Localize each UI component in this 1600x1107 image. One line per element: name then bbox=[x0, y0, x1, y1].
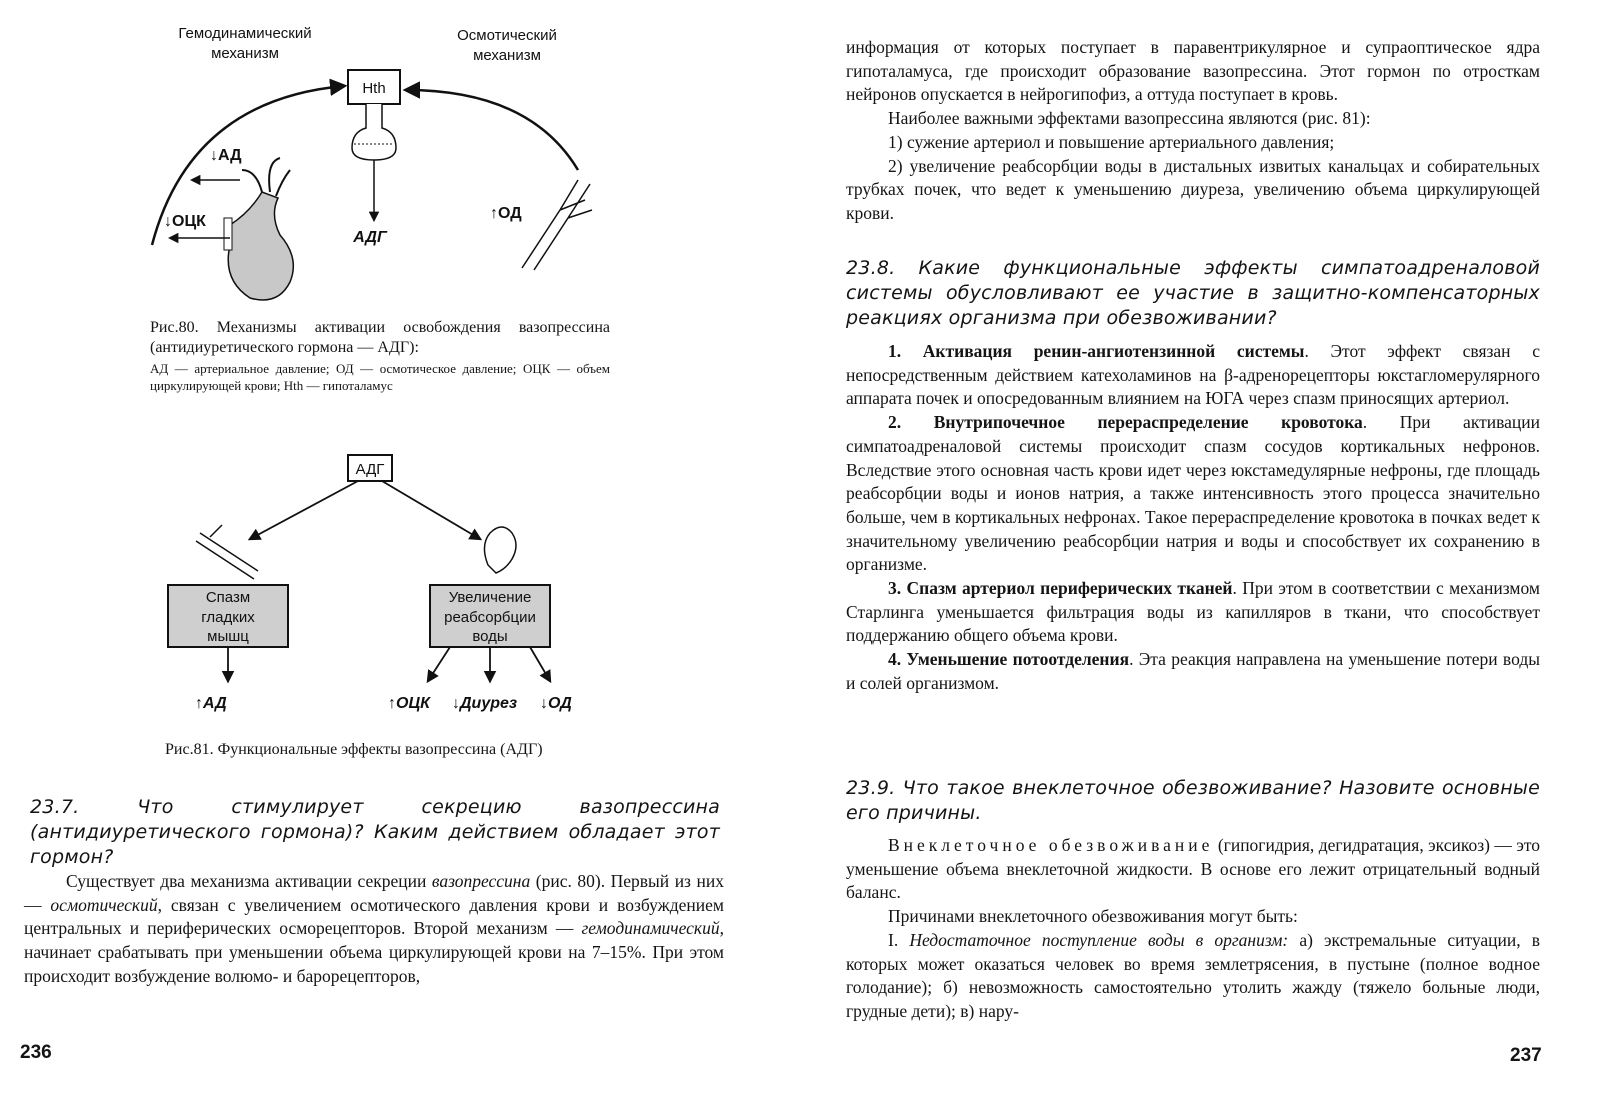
p1-part-g: , начинает срабатывать при уменьшении объема циркулирующей крови на 7–15%. При этом происходит возбуждение волюмо- и барорецепторов, bbox=[24, 918, 724, 986]
fig81-kidney-shape bbox=[484, 527, 516, 573]
fig81-box2-line3: воды bbox=[472, 628, 508, 645]
cause-1-num: I. bbox=[888, 929, 910, 950]
fig80-heart-shape bbox=[228, 192, 293, 300]
fig80-ock-down: ↓ОЦК bbox=[164, 213, 206, 230]
fig80-pituitary-shape bbox=[352, 104, 396, 160]
page-number-right: 237 bbox=[1510, 1045, 1542, 1066]
fig80-osmo-arc bbox=[406, 90, 578, 170]
p1-part-c: (рис. 80). Первый из них — bbox=[24, 871, 724, 915]
item-3-text: . При этом в соответствии с механизмом Старлинга уменьшается фильтрация воды из капилляров в ткани, что способствует поддержанию общего объема крови. bbox=[846, 578, 1540, 646]
fig81-box1-line3: мышц bbox=[207, 628, 249, 645]
fig81-box2-line1: Увеличение bbox=[448, 589, 532, 606]
item-1-text: . Этот эффект связан с непосредственным действием катехоламинов на β-адренорецепторы юкстагломерулярного аппарата почек и опосредованным влиянием на ЮГА через спазм приносящих артериол. bbox=[846, 341, 1540, 409]
fig80-hemo-label-1: Гемодинамический bbox=[178, 25, 312, 42]
right-page-intro bbox=[846, 36, 1540, 226]
question-23-9-heading: 23.9. Что такое внеклеточное обезвоживание? Назовите основные его причины. bbox=[846, 777, 1540, 824]
fig80-legend: АД — артериальное давление; ОД — осмотическое давление; ОЦК — объем циркулирующей крови; Hth — гипоталамус bbox=[150, 361, 610, 393]
fig80-vessel-shape bbox=[522, 180, 592, 270]
fig81-ad-up: ↑АД bbox=[195, 695, 227, 712]
p1-term-vasopressin: вазопрессина bbox=[431, 871, 531, 891]
p-effect-1: 1) сужение артериол и повышение артериального давления; bbox=[888, 131, 1335, 152]
p-effects-intro: Наиболее важными эффектами вазопрессина являются (рис. 81): bbox=[888, 108, 1371, 129]
cause-1-title: Недостаточное поступление воды в организм: bbox=[909, 929, 1289, 950]
p1-part-a: Существует два механизма активации секреции bbox=[66, 871, 432, 891]
p-causes: Причинами внеклеточного обезвоживания могут быть: bbox=[888, 906, 1298, 927]
fig81-adg-label: АДГ bbox=[355, 461, 385, 478]
fig81-vessel-shape bbox=[196, 525, 258, 579]
fig81-diurez: ↓Диурез bbox=[452, 695, 518, 712]
fig81-box1-line2: гладких bbox=[201, 609, 255, 626]
fig81-box2-line2: реабсорбции bbox=[444, 609, 536, 626]
page-number-left: 236 bbox=[20, 1042, 52, 1063]
fig80-adg-label: АДГ bbox=[353, 229, 387, 246]
fig81-box1-line1: Спазм bbox=[205, 589, 251, 606]
fig80-hemo-label-2: механизм bbox=[211, 45, 279, 62]
item-4-text: . Эта реакция направлена на уменьшение потери воды и солей организмом. bbox=[846, 649, 1540, 693]
item-3-title: 3. Спазм артериол периферических тканей bbox=[888, 578, 1233, 599]
p1-term-hemodynamic: гемодинамический bbox=[581, 918, 720, 939]
question-23-8-heading: 23.8. Какие функциональные эффекты симпатоадреналовой системы обусловливают ее участие в защитно-компенсаторных реакциях организма при обезвоживании? bbox=[846, 257, 1540, 329]
item-4-title: 4. Уменьшение потоотделения bbox=[888, 649, 1130, 670]
item-2-title: 2. Внутрипочечное перераспределение кровотока bbox=[888, 412, 1363, 433]
fig80-osmo-label-1: Осмотический bbox=[457, 27, 557, 44]
p-effect-2: 2) увеличение реабсорбции воды в дистальных извитых канальцах и собирательных трубках почек, что ведет к уменьшению диуреза, увеличению объема циркулирующей крови. bbox=[846, 155, 1540, 223]
question-23-7-heading: 23.7. Что стимулирует секрецию вазопрессина (антидиуретического гормона)? Каким действием обладает этот гормон? bbox=[30, 796, 720, 868]
fig81-caption: Рис.81. Функциональные эффекты вазопрессина (АДГ) bbox=[165, 741, 543, 758]
term-extracellular-dehydration: Внеклеточное обезвоживание bbox=[888, 835, 1214, 855]
item-1-title: 1. Активация ренин-ангиотензинной системы bbox=[888, 341, 1305, 361]
fig81-od-down: ↓ОД bbox=[540, 695, 572, 712]
fig80-osmo-label-2: механизм bbox=[473, 47, 541, 64]
fig80-ad-down: ↓АД bbox=[210, 147, 242, 164]
definition-text: (гипогидрия, дегидратация, эксикоз) — это уменьшение объема внеклеточной жидкости. В основе его лежит отрицательный водный баланс. bbox=[846, 835, 1540, 903]
figure-81-diagram bbox=[150, 445, 610, 725]
item-2-text: . При активации симпатоадреналовой системы происходит спазм сосудов кортикальных нефронов. Вследствие этого основная часть крови идет через юкстамедулярные нефроны, где площадь реабсорбции воды и ионов натрия, а также интенсивность этого процесса значительно больше, чем в кортикальных нефронах. Такое перераспределение кровотока в почках ведет к значительному увеличению реабсорбции натрия и воды и способствует их сохранению в организме. bbox=[846, 412, 1541, 575]
fig81-ock-up: ↑ОЦК bbox=[388, 695, 430, 712]
p-continuation: информация от которых поступает в паравентрикулярное и супраоптическое ядра гипоталамуса, где происходит образование вазопрессина. Этот гормон по отросткам нейронов опускается в нейрогипофиз, а оттуда поступает в кровь. bbox=[846, 37, 1540, 105]
p1-part-e: , связан с увеличением осмотического давления крови и возбуждением центральных и периферических осморецепторов. Второй механизм — bbox=[24, 894, 724, 939]
right-page bbox=[800, 0, 1600, 1107]
left-page-paragraph bbox=[24, 870, 724, 989]
fig80-caption: Рис.80. Механизмы активации освобождения вазопрессина (антидиуретического гормона — АДГ): bbox=[150, 319, 610, 356]
fig80-od-up: ↑ОД bbox=[490, 205, 522, 222]
figure-80-diagram bbox=[130, 20, 650, 310]
cause-1-text: а) экстремальные ситуации, в которых может оказаться человек во время землетрясения, в пустыне (полное водное голодание); б) невозможность самостоятельно утолить жажду (тяжело больные люди, грудные дети); в) нару- bbox=[846, 929, 1540, 1021]
fig80-hth-label: Hth bbox=[362, 80, 386, 97]
right-page-items bbox=[846, 340, 1540, 696]
left-page bbox=[0, 0, 790, 1107]
right-page-definition bbox=[846, 834, 1540, 1024]
p1-term-osmotic: осмотический bbox=[50, 894, 158, 915]
